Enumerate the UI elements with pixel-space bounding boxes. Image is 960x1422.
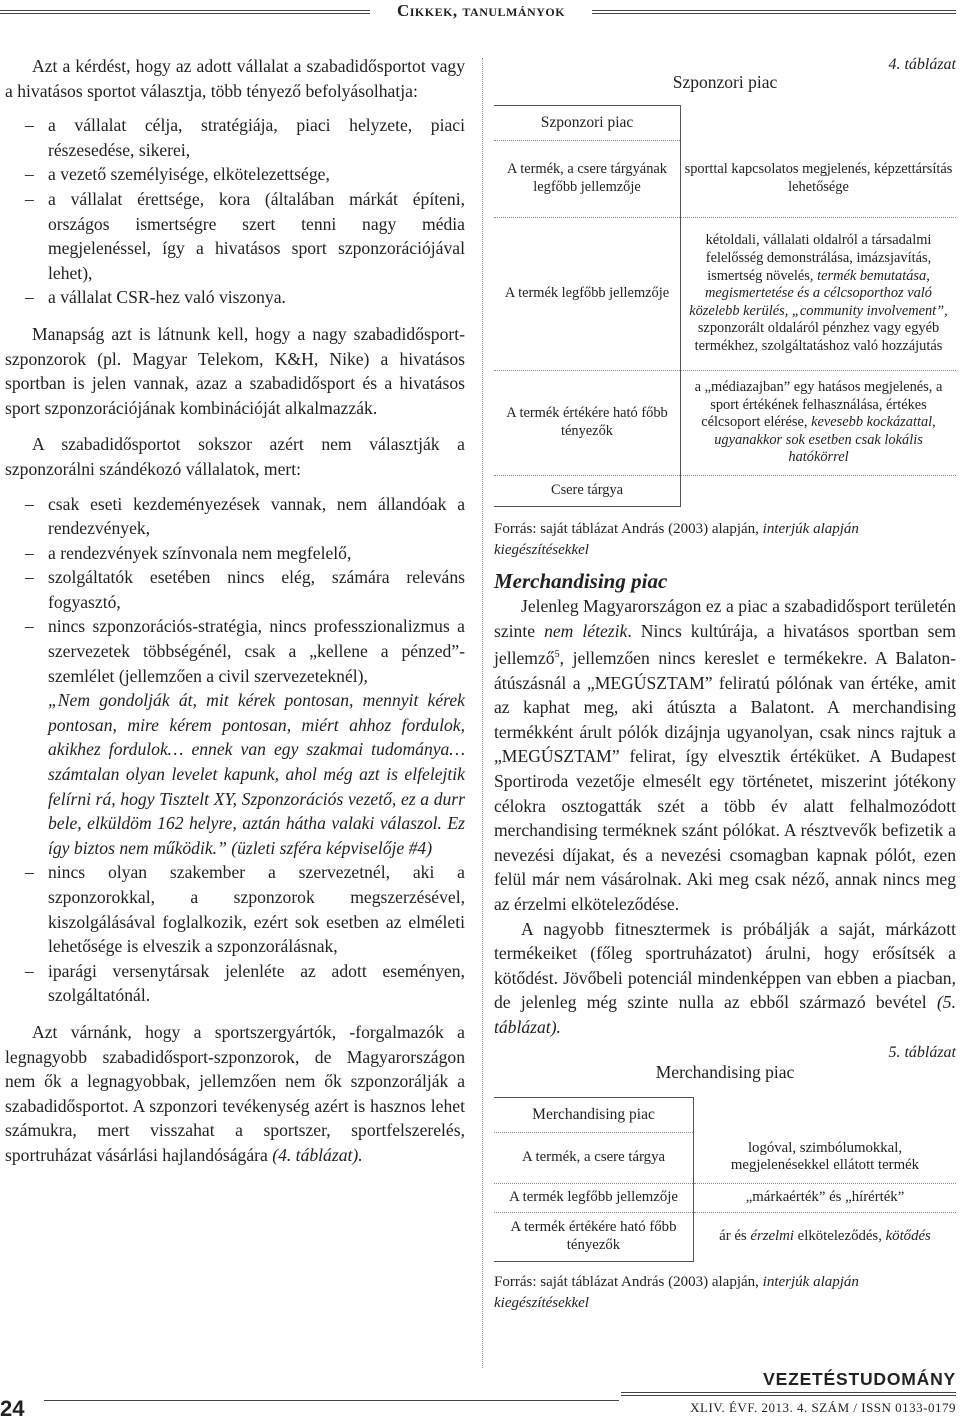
table-cell: A termék, a csere tárgyának legfőbb jellemzője — [494, 141, 681, 218]
table-row — [494, 371, 956, 476]
table-row — [494, 476, 956, 507]
running-header — [0, 0, 960, 24]
sponsor-market-table — [494, 105, 956, 507]
list-item: – iparági versenytársak jelenléte az adott eseményen, szolgáltatónál. — [25, 960, 465, 1006]
paragraph-sports-goods: Azt várnánk, hogy a sportszergyártók, -forgalmazók a legnagyobb szabadidősport-szponzorok, de Magyarországon nem ők a legnagyobbak, jellemzően nem ők szponzorálják a szabadidősportot. A szponzori tevékenység azért is hasznos lehet számukra, mert visszahat a sportszer, sportfelszerelés, sportruházat vásárlási hajlandóságára (4. táblázat). — [5, 1021, 465, 1165]
table-row — [494, 1183, 956, 1212]
list-item: – a vezető személyisége, elkötelezettsége, — [25, 164, 330, 185]
table-title: Szponzori piac — [672, 72, 778, 92]
table-cell: logóval, szimbólumokkal, megjelenésekkel ellátott termék — [694, 1132, 957, 1183]
issue-info: XLIV. ÉVF. 2013. 4. SZÁM / ISSN 0133-0179 — [690, 1400, 956, 1415]
list-item: – a vállalat érettsége, kora (általában márkát építeni, országos ismertségre szert tenni nagy média megjelenéssel, így a hivatásos sport szponzorációjával lehet), — [25, 188, 465, 283]
table-row — [494, 106, 956, 141]
table-cell: Csere tárgya — [494, 476, 681, 507]
table-source: Forrás: saját táblázat András (2003) alapján, interjúk alapján kiegészítésekkel — [494, 1273, 859, 1311]
header-rule-right — [592, 10, 956, 14]
table-cell: A termék legfőbb jellemzője — [494, 218, 681, 371]
table-row — [494, 218, 956, 371]
section-title: Cikkek, tanulmányok — [396, 1, 566, 20]
table-cell: „márkaérték” és „hírérték” — [694, 1183, 957, 1212]
table-number: 5. táblázat — [888, 1043, 956, 1061]
paragraph-merch-1: Jelenleg Magyarországon ez a piac a szabadidősport területén szinte nem létezik. Nincs kultúrája, a hivatásos sportban sem jellemző$^5$, jellemzően nincs kereslet e termékekre. A Balaton-átúszásnál a „MEGÚSZTAM” feliratú pólónak van értéke, amit az kaphat meg, aki átúszta a Balatont. A merchandising termékként árult pólók dizájnja ugyanolyan, csak nincs rajtuk a „MEGÚSZTAM” felirat, így elvesztik értéküket. A Budapest Sportiroda vezetője elmesélt egy történetet, miszerint jótékony célokra osztogatták szét a több év alatt felhalmozódott merchandising terméknek szánt pólókat. A résztvevők befizetik a nevezési díjakat, és a nevezési csomagban kapnak pólót, ezen felül már nem vásárolnak. Aki meg csak néző, annak nincs meg az érzelmi elköteleződése. — [494, 596, 956, 914]
list-item: – a vállalat CSR-hez való viszonya. — [25, 287, 286, 308]
table-row — [494, 1097, 956, 1132]
section-heading-merchandising: Merchandising piac — [494, 569, 668, 593]
column-divider — [482, 58, 483, 1368]
list-item: – a rendezvények színvonala nem megfelelő, — [25, 542, 352, 563]
list-item: – nincs szponzorációs-stratégia, nincs professzionalizmus a szervezetek többségénél, csak a „kellene a pénzed”-szemlélet (jellemzően a civil szervezeteknél), — [25, 616, 465, 686]
list-item: – a vállalat célja, stratégiája, piaci helyzete, piaci részesedése, sikerei, — [25, 115, 465, 160]
table-cell: sporttal kapcsolatos megjelenés, képzettársítás lehetősége — [681, 141, 957, 218]
reasons-list — [5, 492, 465, 1008]
paragraph-intro: Azt a kérdést, hogy az adott vállalat a szabadidősportot vagy a hivatásos sportot választja, több tényező befolyásolhatja: — [5, 56, 465, 101]
header-rule-left — [0, 10, 370, 14]
table-cell: a „médiazajban” egy hatásos megjelenés, a sport értékének felhasználása, értékes célcsoport elérése, kevesebb kockázattal, ugyanakkor sok esetben csak lokális hatókörrel — [681, 371, 957, 476]
list-item: – nincs olyan szakember a szervezetnél, aki a szponzorokkal, a szponzorok megszerzésével, kiszolgálásával foglalkozik, ezért sok esetben az elméleti lehetősége is elveszik a szponzorálásnak, — [25, 862, 465, 957]
table-cell: A termék értékére ható főbb tényezők — [494, 1212, 694, 1261]
table-cell — [681, 476, 957, 507]
table-cell: A termék legfőbb jellemzője — [494, 1183, 694, 1212]
paragraph-merch-2: A nagyobb fitnesztermek is próbálják a saját, márkázott termékeiket (főleg sportruházatot) árulni, hogy erősítsék a kötődést. Jövőbeli potenciál mindenképpen van ebben a piacban, de jelenleg még szinte nulla az ebből származó bevétel (5. táblázat). — [494, 918, 956, 1037]
table-row — [494, 1212, 956, 1261]
page-number: 24 — [0, 1396, 25, 1421]
table-header-cell: Szponzori piac — [494, 106, 681, 141]
right-column — [494, 56, 956, 1314]
table-cell: A termék, a csere tárgya — [494, 1132, 694, 1183]
journal-rule — [621, 1392, 956, 1396]
merchandising-table — [494, 1097, 956, 1262]
footer-rule — [44, 1400, 619, 1401]
interview-quote: „Nem gondolják át, mit kérek pontosan, mennyit kérek pontosan, mire kérem pontosan, miért ahhoz fordulok, akikhez fordulok… ennek van egy szakmai tudománya… számtalan olyan levelet kapunk, ahol még azt is elfelejtik felírni rá, hogy Tisztelt XY, Szponzorációs vezető, ez a durr bele, elküldöm 162 helyre, aztán hátha valaki válaszol. Ez így biztos nem működik.” (üzleti szféra képviselője #4) — [48, 690, 465, 858]
merchandising-text — [494, 594, 956, 1040]
table-number: 4. táblázat — [888, 56, 956, 73]
factor-list — [5, 113, 465, 310]
paragraph-reasons: A szabadidősportot sokszor azért nem választják a szponzorálni szándékozó vállalatok, mert: — [5, 434, 465, 479]
left-column — [5, 54, 465, 1168]
table-cell: kétoldali, vállalati oldalról a társadalmi felelősség demonstrálása, imázsjavítás, ismertség növelés, termék bemutatása, megismertetése és a célcsoporthoz való közelebb kerülés, „community involvement”, szponzorált oldaláról pénzhez vagy egyéb termékhez, szolgáltatáshoz való hozzájutás — [681, 218, 957, 371]
table-title: Merchandising piac — [655, 1061, 795, 1082]
table-row — [494, 141, 956, 218]
table-source: Forrás: saját táblázat András (2003) alapján, interjúk alapján kiegészítésekkel — [494, 521, 859, 558]
table-cell: ár és érzelmi elköteleződés, kötődés — [719, 1228, 931, 1244]
paragraph-combination: Manapság azt is látnunk kell, hogy a nagy szabadidősport-szponzorok (pl. Magyar Telekom, K&H, Nike) a hivatásos sportban is jelen vannak, azaz a szabadidősport és a hivatásos sport szponzorációjának kombinációját alkalmazzák. — [5, 323, 465, 418]
table-header-cell: Merchandising piac — [494, 1097, 694, 1132]
table-cell: A termék értékére ható főbb tényezők — [494, 371, 681, 476]
journal-title: VEZETÉSTUDOMÁNY — [763, 1369, 956, 1389]
list-item: – szolgáltatók esetében nincs elég, számára releváns fogyasztó, — [25, 567, 465, 612]
list-item: – csak eseti kezdeményezések vannak, nem állandóak a rendezvények, — [25, 493, 465, 539]
table-row — [494, 1132, 956, 1183]
